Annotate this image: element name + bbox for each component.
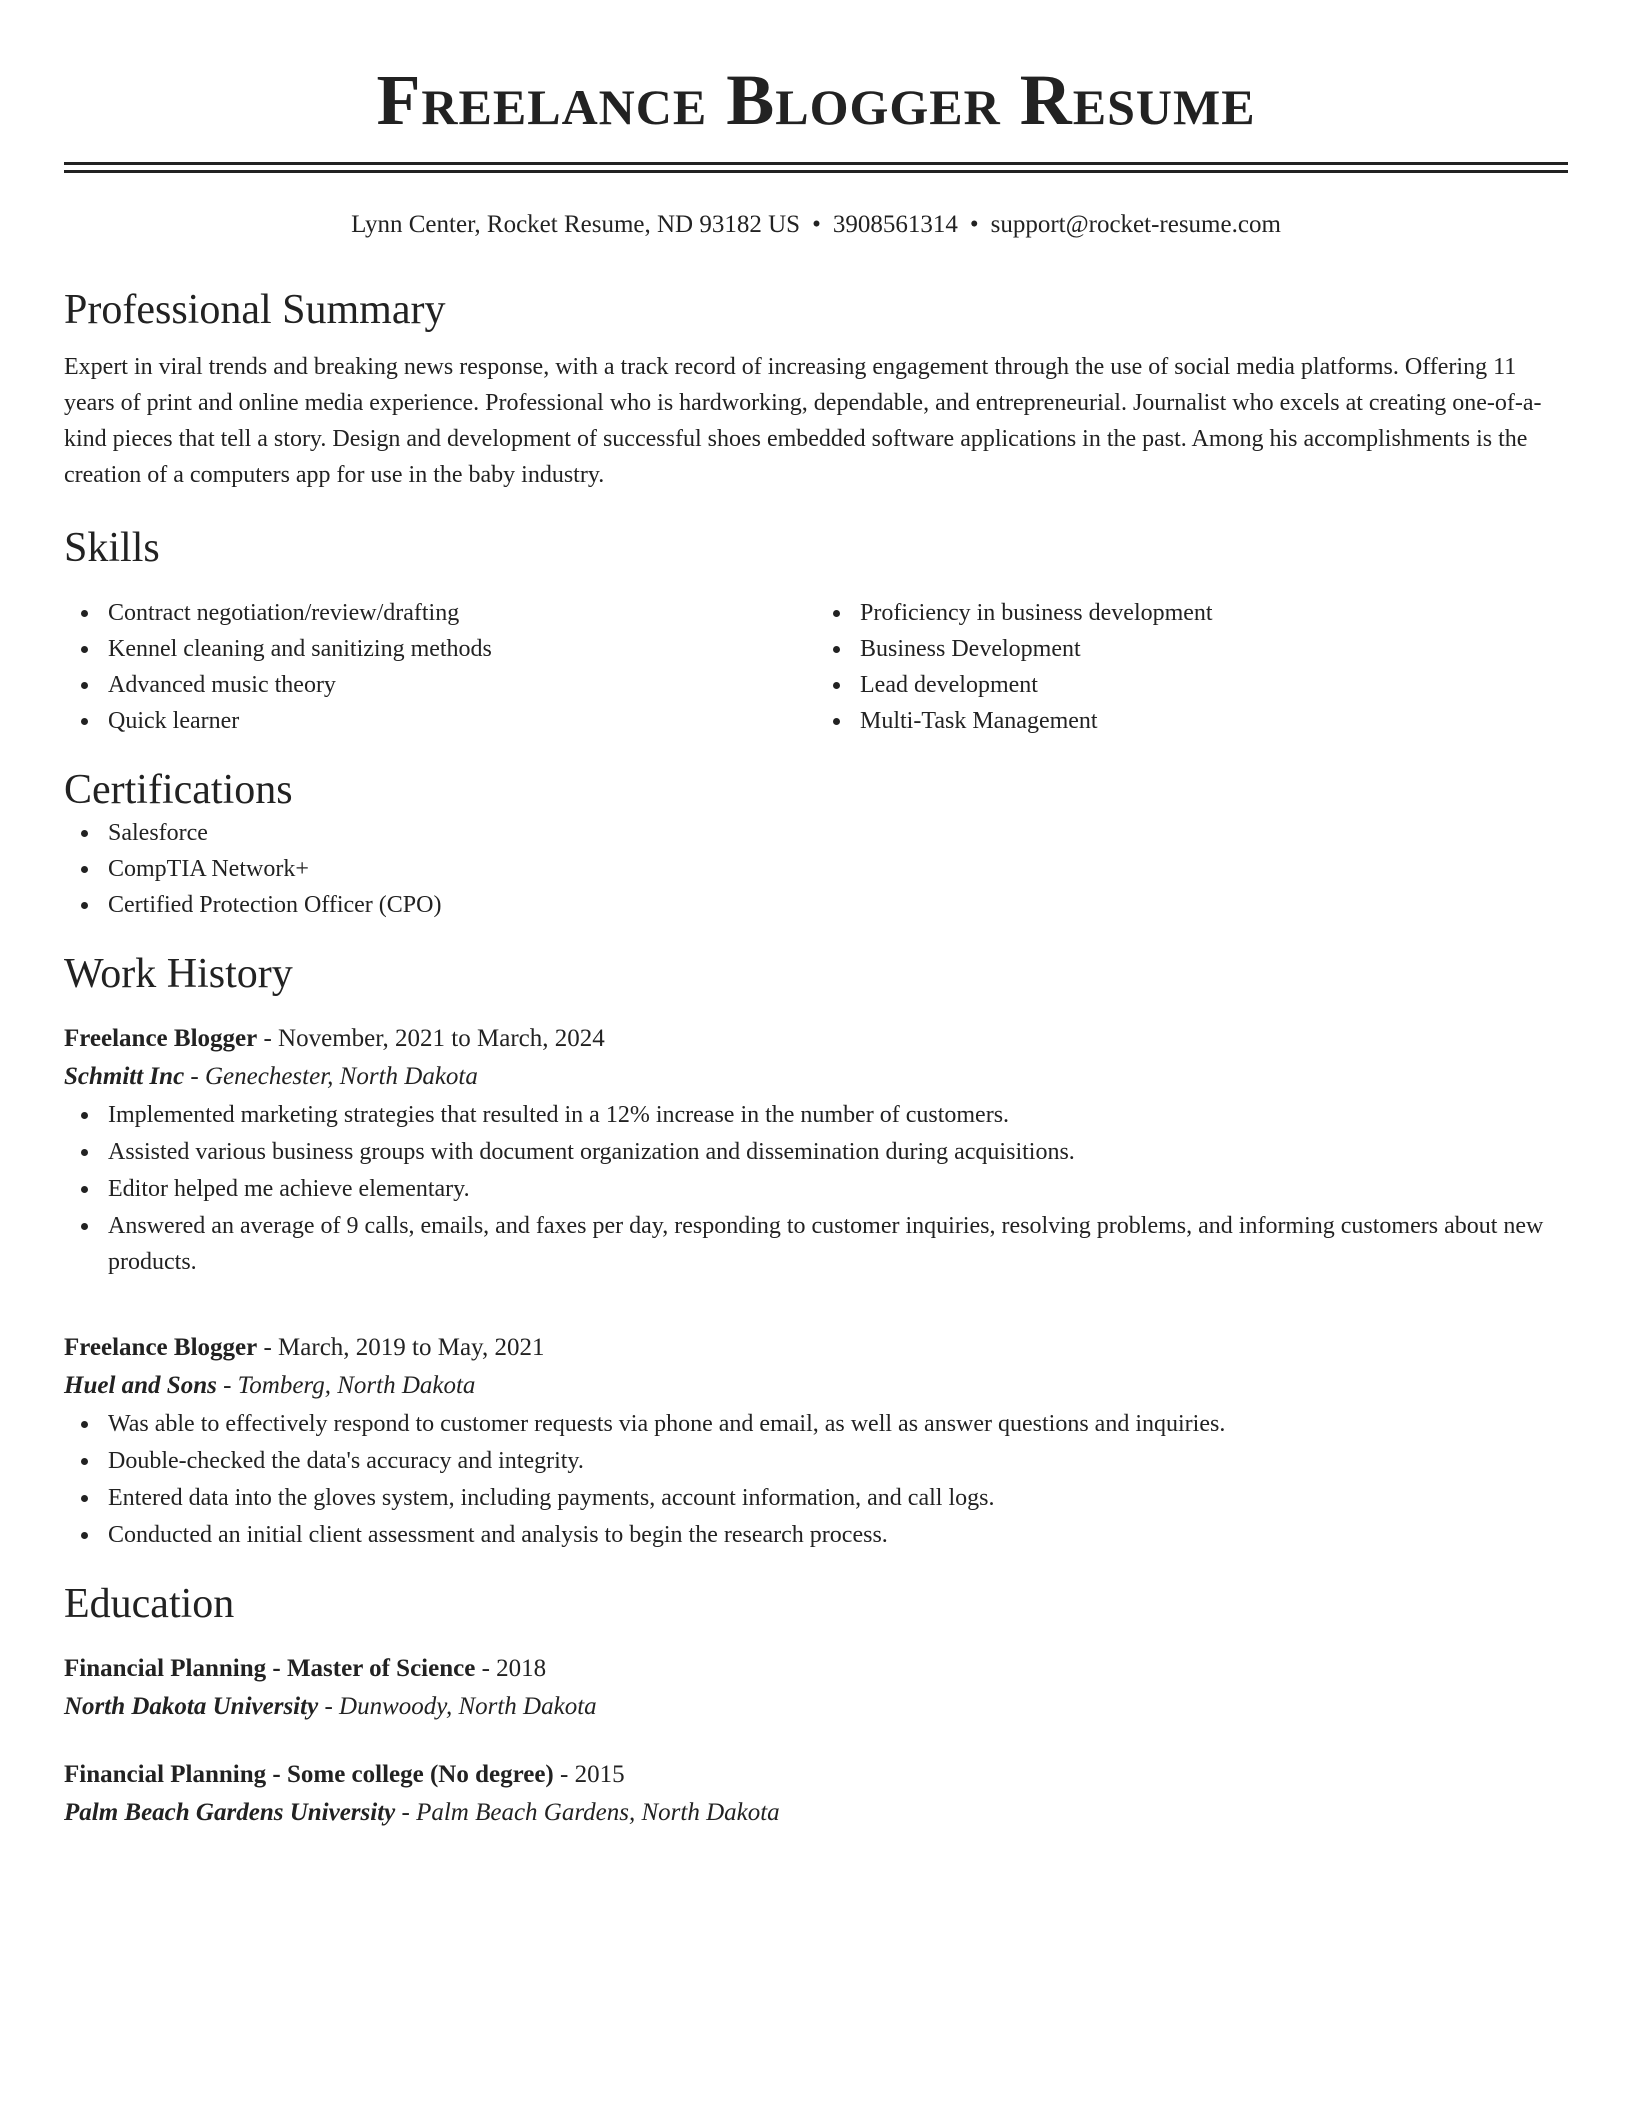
skill-item: Kennel cleaning and sanitizing methods — [64, 631, 816, 667]
resume-title: Freelance Blogger Resume — [376, 60, 1256, 140]
skill-item: Multi-Task Management — [816, 703, 1568, 739]
education-location: - Dunwoody, North Dakota — [318, 1693, 597, 1720]
skills-heading: Skills — [64, 525, 160, 571]
education-header — [64, 1651, 1568, 1687]
job-header — [64, 1021, 1568, 1057]
education-header — [64, 1757, 1568, 1793]
skill-item: Advanced music theory — [64, 667, 816, 703]
certifications-section — [64, 765, 1568, 923]
skill-item: Lead development — [816, 667, 1568, 703]
summary-section — [64, 285, 1568, 493]
education-entry — [64, 1651, 1568, 1727]
skills-column-right — [816, 595, 1568, 739]
work-history-section — [64, 949, 1568, 1553]
job-header — [64, 1330, 1568, 1366]
skill-item: Contract negotiation/review/drafting — [64, 595, 816, 631]
certification-item: Certified Protection Officer (CPO) — [64, 887, 1568, 923]
job-duty: Assisted various business groups with document organization and dissemination during acquisitions. — [64, 1134, 1568, 1170]
skill-item: Proficiency in business development — [816, 595, 1568, 631]
job-duty: Answered an average of 9 calls, emails, and faxes per day, responding to customer inquiries, resolving problems, and informing customers about new products. — [64, 1208, 1568, 1280]
skills-section — [64, 523, 1568, 739]
skills-grid — [64, 595, 1568, 739]
job-entry — [64, 1021, 1568, 1280]
title-divider — [64, 162, 1568, 173]
education-year: - 2015 — [553, 1761, 625, 1788]
education-school-line — [64, 1687, 1568, 1727]
skill-item: Business Development — [816, 631, 1568, 667]
job-location: - Genechester, North Dakota — [184, 1063, 478, 1090]
contact-line — [64, 209, 1568, 241]
skills-list-left — [64, 595, 816, 739]
education-school: Palm Beach Gardens University — [64, 1799, 396, 1826]
certification-item: Salesforce — [64, 815, 1568, 851]
contact-separator: • — [969, 211, 979, 238]
job-duty: Editor helped me achieve elementary. — [64, 1171, 1568, 1207]
job-dates: - November, 2021 to March, 2024 — [257, 1025, 605, 1052]
education-school-line — [64, 1793, 1568, 1833]
education-heading: Education — [64, 1581, 235, 1627]
job-employer: Huel and Sons — [64, 1372, 217, 1399]
certifications-list — [64, 815, 1568, 923]
education-entry — [64, 1757, 1568, 1833]
job-location: - Tomberg, North Dakota — [216, 1372, 476, 1399]
job-entry — [64, 1330, 1568, 1553]
education-location: - Palm Beach Gardens, North Dakota — [395, 1799, 780, 1826]
job-employer-line — [64, 1366, 1568, 1406]
job-duty: Entered data into the gloves system, including payments, account information, and call logs. — [64, 1480, 1568, 1516]
job-dates: - March, 2019 to May, 2021 — [257, 1334, 545, 1361]
education-degree: Financial Planning - Some college (No degree) — [64, 1761, 554, 1788]
certification-item: CompTIA Network+ — [64, 851, 1568, 887]
certifications-heading: Certifications — [64, 767, 293, 813]
job-title: Freelance Blogger — [64, 1025, 258, 1052]
contact-separator: • — [812, 211, 821, 238]
job-duty: Double-checked the data's accuracy and integrity. — [64, 1443, 1568, 1479]
education-year: - 2018 — [475, 1655, 547, 1682]
contact-phone: 3908561314 — [832, 211, 958, 238]
work-history-heading: Work History — [64, 951, 293, 997]
skills-list-right — [816, 595, 1568, 739]
job-employer: Schmitt Inc — [64, 1063, 185, 1090]
contact-email: support@rocket-resume.com — [990, 211, 1281, 238]
job-employer-line — [64, 1057, 1568, 1097]
education-section — [64, 1579, 1568, 1833]
contact-address: Lynn Center, Rocket Resume, ND 93182 US — [351, 211, 801, 238]
summary-text: Expert in viral trends and breaking news response, with a track record of increasing engagement through the use of social media platforms. Offering 11 years of print and online media experience. Professional who is hardworking, dependable, and entrepreneurial. Journalist who excels at creating one-of-a-kind pieces that tell a story. Design and development of successful shoes embedded software applications in the past. Among his accomplishments is the creation of a computers app for use in the baby industry. — [64, 354, 1542, 488]
skill-item: Quick learner — [64, 703, 816, 739]
education-school: North Dakota University — [64, 1693, 319, 1720]
job-duties-list — [64, 1406, 1568, 1553]
job-duty: Was able to effectively respond to customer requests via phone and email, as well as answer questions and inquiries. — [64, 1406, 1568, 1442]
job-duties-list — [64, 1097, 1568, 1280]
education-degree: Financial Planning - Master of Science — [64, 1655, 476, 1682]
skills-column-left — [64, 595, 816, 739]
summary-heading: Professional Summary — [64, 287, 446, 333]
job-title: Freelance Blogger — [64, 1334, 258, 1361]
job-duty: Conducted an initial client assessment and analysis to begin the research process. — [64, 1517, 1568, 1553]
job-duty: Implemented marketing strategies that resulted in a 12% increase in the number of customers. — [64, 1097, 1568, 1133]
